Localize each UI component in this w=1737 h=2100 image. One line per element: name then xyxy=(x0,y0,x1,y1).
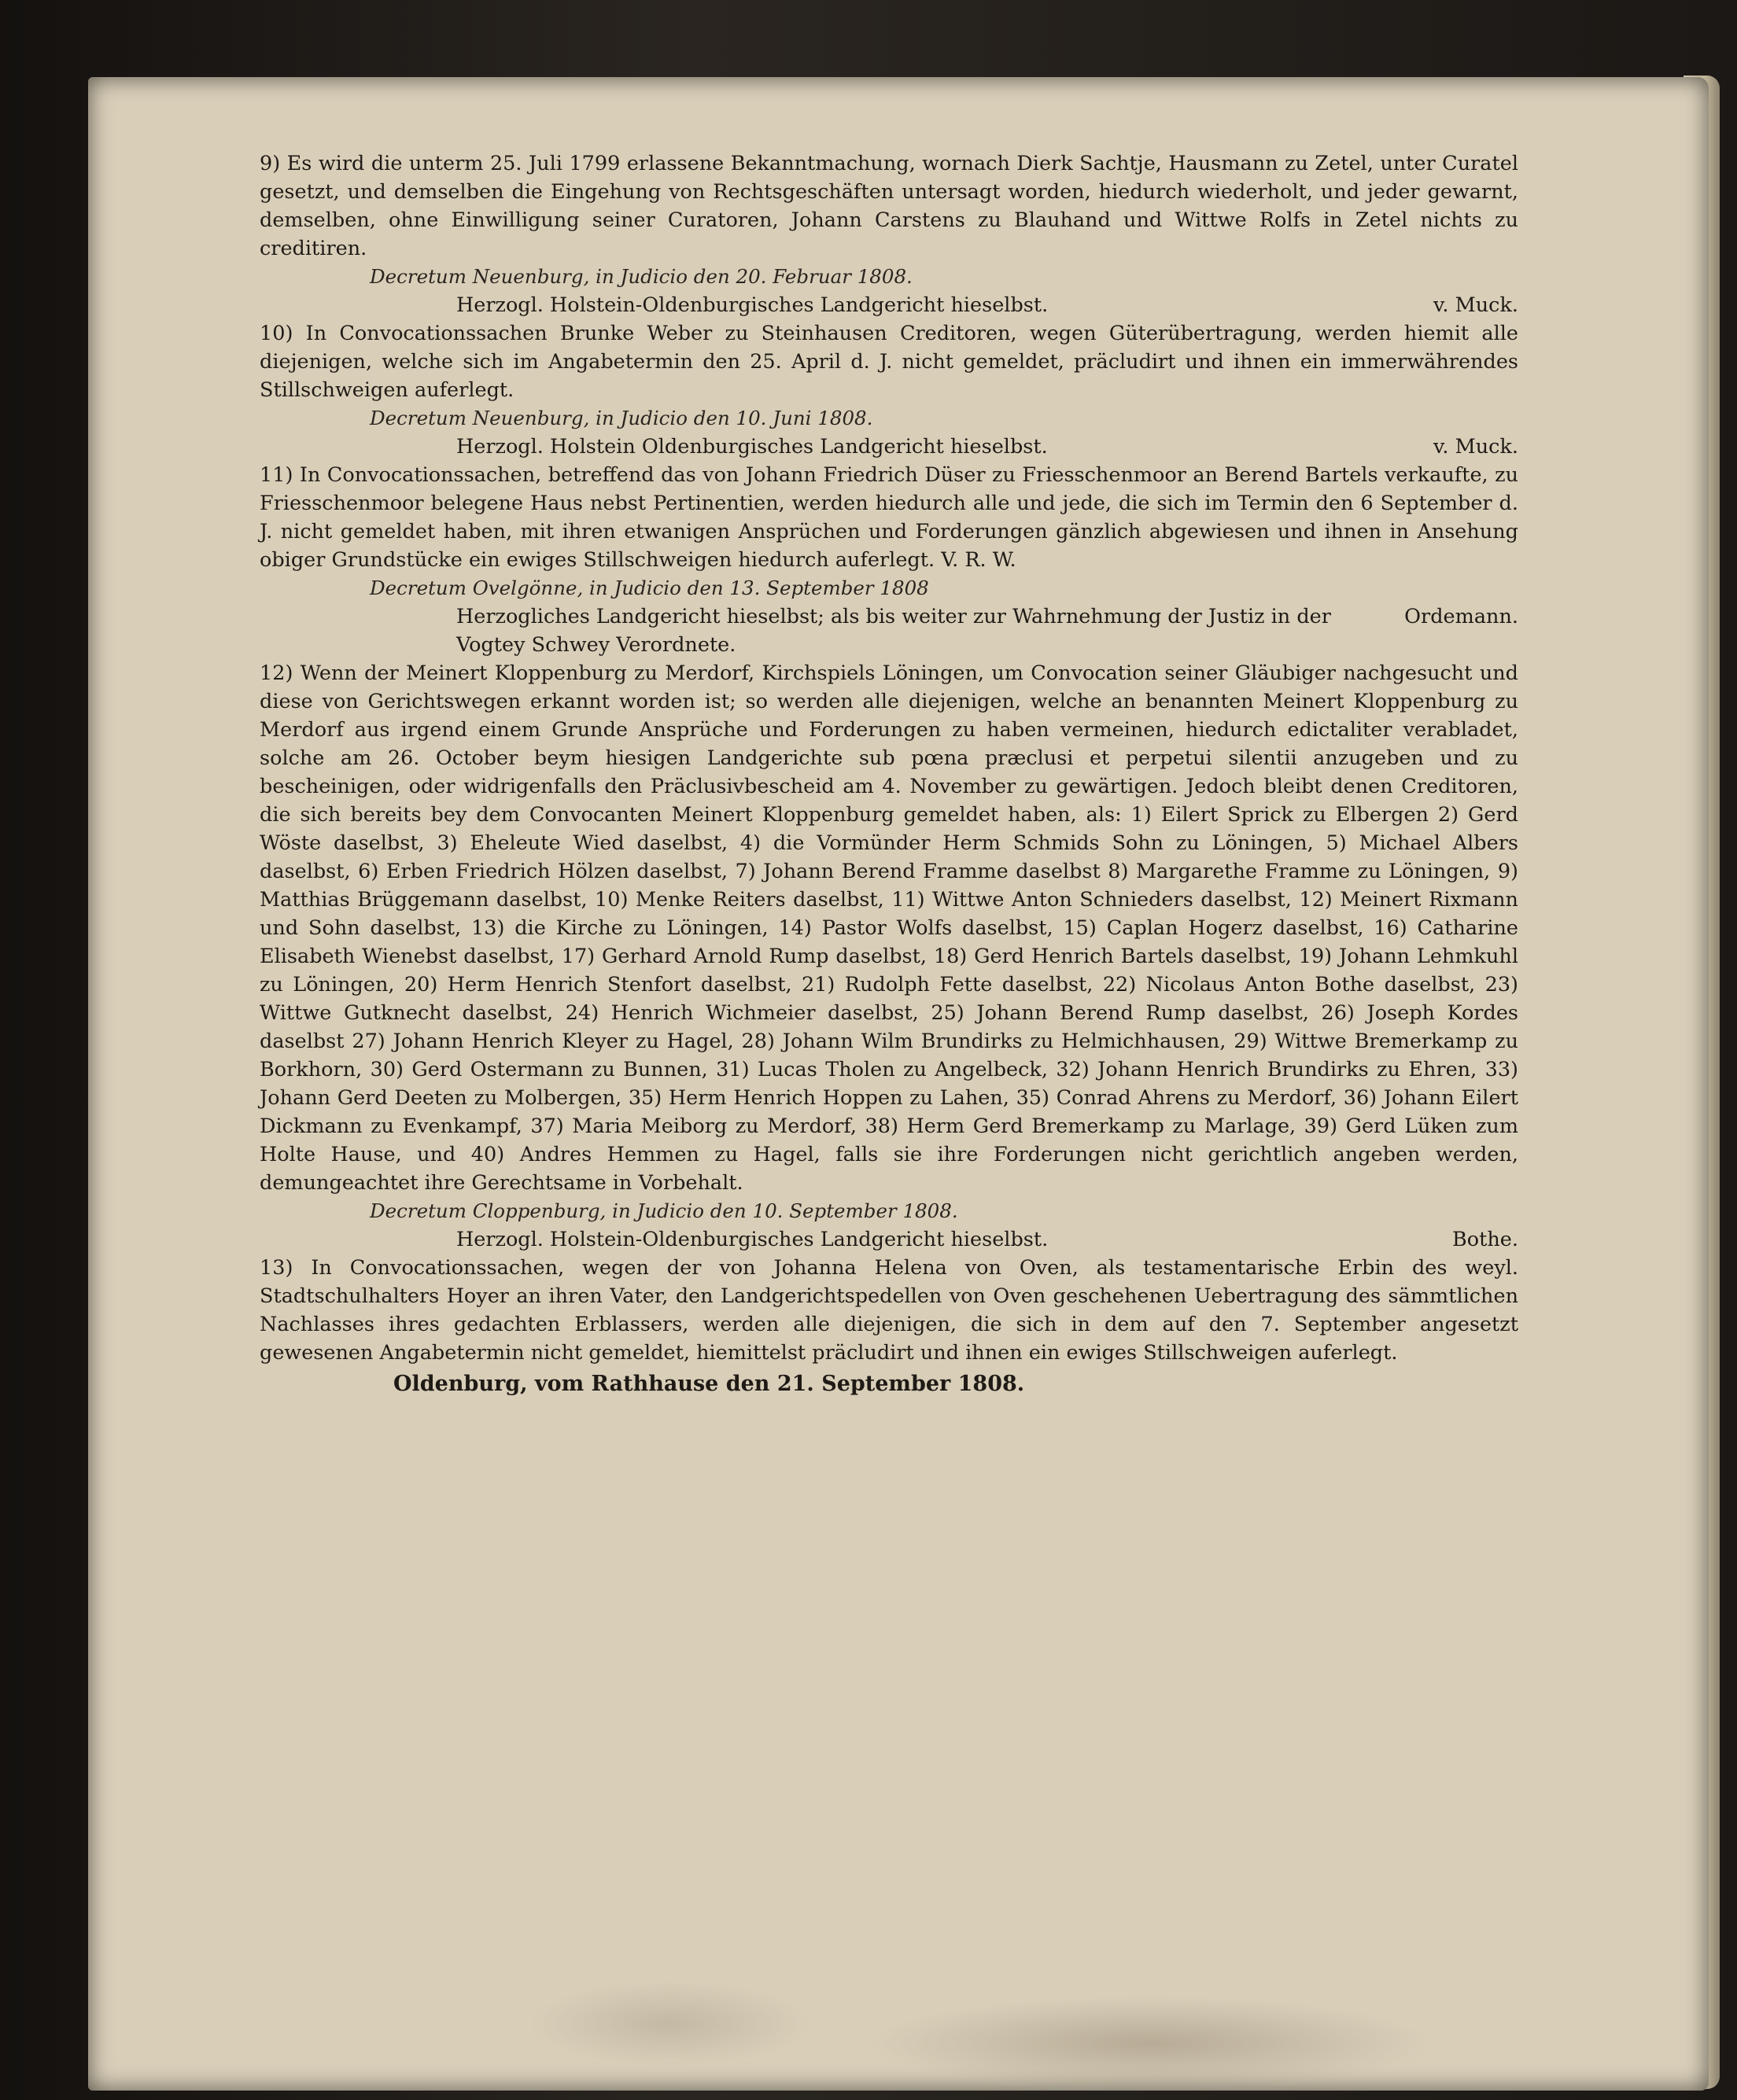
authority-line xyxy=(260,1225,1518,1254)
signature: Bothe. xyxy=(1452,1228,1518,1251)
notice-12: 12) Wenn der Meinert Kloppenburg zu Merdorf, Kirchspiels Löningen, um Convocation seiner Gläubiger nachgesucht und diese von Gerichtswegen erkannt worden ist; so werden alle diejenigen, welche an benannten Meinert Kloppenburg zu Merdorf aus irgend einem Grunde Ansprüche und Forderungen zu haben vermeinen, hiedurch edictaliter verabladet, solche am 26. October beym hiesigen Landgerichte sub pœna præclusi et perpetui silentii anzugeben und zu bescheinigen, oder widrigenfalls den Präclusivbescheid am 4. November zu gewärtigen. Jedoch bleibt denen Creditoren, die sich bereits bey dem Convocanten Meinert Kloppenburg gemeldet haben, als: 1) Eilert Sprick zu Elbergen 2) Gerd Wöste daselbst, 3) Eheleute Wied daselbst, 4) die Vormünder Herm Schmids Sohn zu Löningen, 5) Michael Albers daselbst, 6) Erben Friedrich Hölzen daselbst, 7) Johann Berend Framme daselbst 8) Margarethe Framme zu Löningen, 9) Matthias Brüggemann daselbst, 10) Menke Reiters daselbst, 11) Wittwe Anton Schnieders daselbst, 12) Meinert Rixmann und Sohn daselbst, 13) die Kirche zu Löningen, 14) Pastor Wolfs daselbst, 15) Caplan Hogerz daselbst, 16) Catharine Elisabeth Wienebst daselbst, 17) Gerhard Arnold Rump daselbst, 18) Gerd Henrich Bartels daselbst, 19) Johann Lehmkuhl zu Löningen, 20) Herm Henrich Stenfort daselbst, 21) Rudolph Fette daselbst, 22) Nicolaus Anton Bothe daselbst, 23) Wittwe Gutknecht daselbst, 24) Henrich Wichmeier daselbst, 25) Johann Berend Rump daselbst, 26) Joseph Kordes daselbst 27) Johann Henrich Kleyer zu Hagel, 28) Johann Wilm Brundirks zu Helmichhausen, 29) Wittwe Bremerkamp zu Borkhorn, 30) Gerd Ostermann zu Bunnen, 31) Lucas Tholen zu Angelbeck, 32) Johann Henrich Brundirks zu Ehren, 33) Johann Gerd Deeten zu Molbergen, 35) Herm Henrich Hoppen zu Lahen, 35) Conrad Ahrens zu Merdorf, 36) Johann Eilert Dickmann zu Evenkampf, 37) Maria Meiborg zu Merdorf, 38) Herm Gerd Bremerkamp zu Marlage, 39) Gerd Lüken zum Holte Hause, und 40) Andres Hemmen zu Hagel, falls sie ihre Forderungen nicht gerichtlich angeben werden, demungeachtet ihre Gerechtsame in Vorbehalt. xyxy=(260,661,1518,1195)
decretum-line: Decretum Neuenburg, in Judicio den 20. Februar 1808. xyxy=(370,265,913,288)
court-name: Herzogl. Holstein-Oldenburgisches Landgericht hieselbst. xyxy=(456,1228,1049,1251)
signature: v. Muck. xyxy=(1433,293,1518,317)
page-content xyxy=(260,149,1518,1398)
signature: v. Muck. xyxy=(1433,435,1518,459)
notice-10: 10) In Convocationssachen Brunke Weber zu Steinhausen Creditoren, wegen Güterübertragung, werden hiemit alle diejenigen, welche sich im Angabetermin den 25. April d. J. nicht gemeldet, präcludirt und ihnen ein immerwährendes Stillschweigen auferlegt. xyxy=(260,322,1518,402)
closing-line: Oldenburg, vom Rathhause den 21. September 1808. xyxy=(393,1372,1025,1396)
court-name: Herzogl. Holstein-Oldenburgisches Landgericht hieselbst. xyxy=(456,293,1049,317)
notice-13: 13) In Convocationssachen, wegen der von Johanna Helena von Oven, als testamentarische Erbin des weyl. Stadtschulhalters Hoyer an ihren Vater, den Landgerichtspedellen von Oven geschehenen Uebertragung des sämmtlichen Nachlasses ihres gedachten Erblassers, werden alle diejenigen, die sich in dem auf den 7. September angesetzt gewesenen Angabetermin nicht gemeldet, hiemittelst präcludirt und ihnen ein ewiges Stillschweigen auferlegt. xyxy=(260,1256,1518,1365)
decretum-line: Decretum Neuenburg, in Judicio den 10. Juni 1808. xyxy=(370,407,873,429)
decretum-line: Decretum Cloppenburg, in Judicio den 10. September 1808. xyxy=(370,1199,958,1222)
ink-smudge xyxy=(867,1996,1433,2091)
ink-smudge xyxy=(529,1980,812,2067)
authority-line xyxy=(260,602,1518,659)
notice-9: 9) Es wird die unterm 25. Juli 1799 erlassene Bekanntmachung, wornach Dierk Sachtje, Hausmann zu Zetel, unter Curatel gesetzt, und demselben die Eingehung von Rechtsgeschäften untersagt worden, hiedurch wiederholt, und jeder gewarnt, demselben, ohne Einwilligung seiner Curatoren, Johann Carstens zu Blauhand und Wittwe Rolfs in Zetel nichts zu creditiren. xyxy=(260,152,1518,260)
authority-line xyxy=(260,291,1518,319)
authority-line xyxy=(260,433,1518,461)
notice-11: 11) In Convocationssachen, betreffend das von Johann Friedrich Düser zu Friesschenmoor an Berend Bartels verkaufte, zu Friesschenmoor belegene Haus nebst Pertinentien, werden hiedurch alle und jede, die sich im Termin den 6 September d. J. nicht gemeldet haben, mit ihren etwanigen Ansprüchen und Forderungen gänzlich abgewiesen und ihnen in Ansehung obiger Grundstücke ein ewiges Stillschweigen hiedurch auferlegt. V. R. W. xyxy=(260,463,1518,572)
decretum-line: Decretum Ovelgönne, in Judicio den 13. September 1808 xyxy=(370,577,929,599)
signature: Ordemann. xyxy=(1404,605,1518,628)
court-name: Herzogl. Holstein Oldenburgisches Landgericht hieselbst. xyxy=(456,435,1048,459)
court-name: Herzogliches Landgericht hieselbst; als bis weiter zur Wahrnehmung der Justiz in der Vogtey Schwey Verordnete. xyxy=(456,605,1331,657)
